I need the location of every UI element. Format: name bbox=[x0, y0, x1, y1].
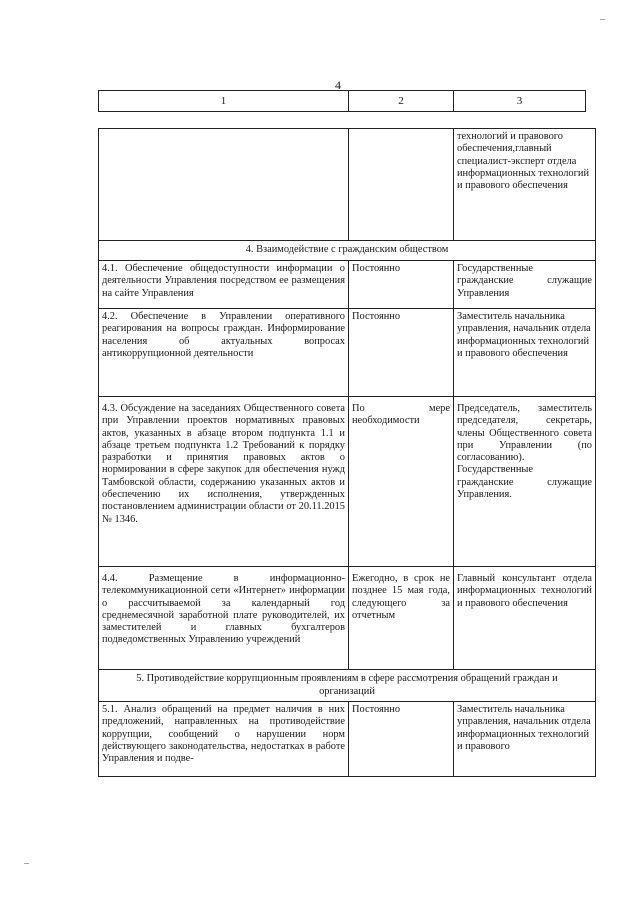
section-4-heading-row bbox=[99, 241, 595, 261]
section-4-title: 4. Взаимодействие с гражданским обществом bbox=[245, 244, 449, 255]
page-number: 4 bbox=[335, 78, 341, 92]
table-row bbox=[99, 309, 595, 397]
row-4-3-measure: 4.3. Обсуждение на заседаниях Общественного совета при Управлении проектов нормативных правовых актов, указанных в абзаце втором подпункта 1.1 и абзаце третьем подпункта 1.2 Требований к порядку разработки и принятия правовых актов о нормировании в сфере закупок для обеспечения нужд Тамбовской области, содержанию указанных актов и обеспечению их исполнения, утвержденных постановлением администрации области от 20.11.2015 № 1346. bbox=[99, 397, 349, 566]
header-col-2: 2 bbox=[349, 91, 454, 111]
row-4-3-deadline: По мере необходимости bbox=[349, 397, 454, 566]
row-4-2-deadline: Постоянно bbox=[349, 309, 454, 396]
cell-col-3: технологий и правового обеспечения,главный специалист-эксперт отдела информационных технологий и правового обеспечения bbox=[457, 131, 590, 192]
cell-col-1 bbox=[99, 129, 349, 240]
table-header bbox=[98, 90, 586, 112]
row-4-1-deadline: Постоянно bbox=[349, 261, 454, 308]
cell-col-2 bbox=[349, 129, 454, 240]
scan-mark: – bbox=[24, 858, 29, 869]
header-col-1: 1 bbox=[99, 91, 349, 111]
row-4-4-responsible: Главный консультант отдела информационных технологий и правового обеспечения bbox=[457, 573, 592, 609]
table-row bbox=[99, 702, 595, 776]
section-5-heading-row bbox=[99, 670, 595, 702]
section-5-title: 5. Противодействие коррупционным проявлениям в сфере рассмотрения обращений граждан и организаций bbox=[136, 673, 558, 697]
table-row bbox=[99, 567, 595, 670]
table-row bbox=[99, 261, 595, 309]
row-4-3-responsible: Председатель, заместитель председателя, секретарь, члены Общественного совета при Управлении (по согласованию). Государственные гражданские служащие Управления. bbox=[457, 403, 592, 501]
row-4-2-responsible: Заместитель начальника управления, начальник отдела информационных технологий и правового обеспечения bbox=[457, 311, 591, 359]
row-5-1-responsible: Заместитель начальника управления, начальник отдела информационных технологий и правового bbox=[457, 704, 591, 752]
row-5-1-measure: 5.1. Анализ обращений на предмет наличия в них предложений, направленных на противодействие коррупции, сообщений о нарушении норм действующего законодательства, недостатках в работе Управления и подве- bbox=[99, 702, 349, 776]
table-row-continued bbox=[99, 129, 595, 241]
row-4-4-measure: 4.4. Размещение в информационно-телекоммуникационной сети «Интернет» информации о рассчитываемой за календарный год среднемесячной заработной плате руководителей, их заместителей и главных бухгалтеров подведомственных Управлению учреждений bbox=[99, 567, 349, 669]
scan-mark: – bbox=[600, 14, 605, 25]
measures-table bbox=[98, 128, 596, 777]
header-col-3: 3 bbox=[516, 95, 523, 107]
row-4-1-responsible: Государственные гражданские служащие Управления bbox=[457, 263, 592, 299]
row-4-2-measure: 4.2. Обеспечение в Управлении оперативного реагирования на вопросы граждан. Информирование населения об актуальных вопросах антикоррупционной деятельности bbox=[99, 309, 349, 396]
table-row bbox=[99, 397, 595, 567]
row-4-4-deadline: Ежегодно, в срок не позднее 15 мая года, следующего за отчетным bbox=[349, 567, 454, 669]
row-5-1-deadline: Постоянно bbox=[349, 702, 454, 776]
row-4-1-measure: 4.1. Обеспечение общедоступности информации о деятельности Управления посредством ее размещения на сайте Управления bbox=[99, 261, 349, 308]
